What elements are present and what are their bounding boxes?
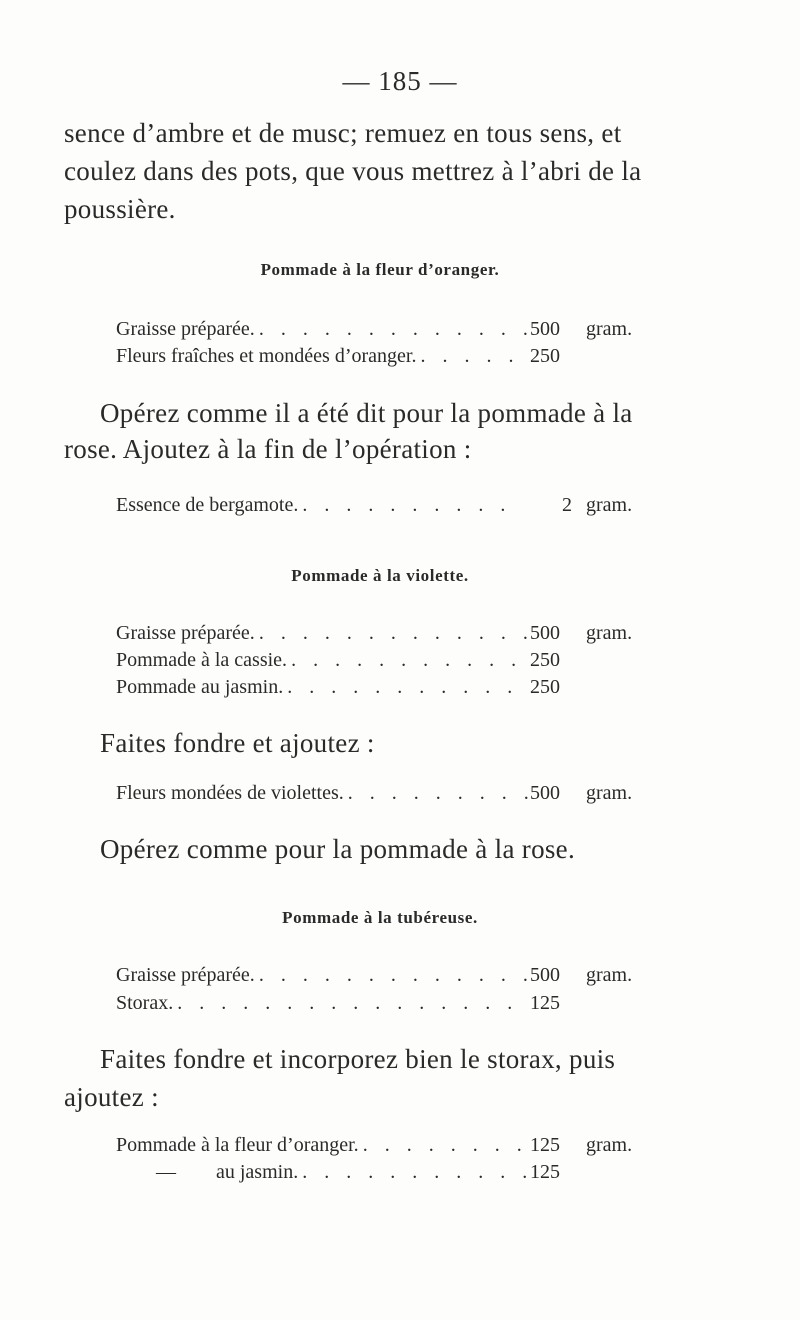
leader-dots <box>255 622 530 645</box>
ingredient-row <box>116 345 656 368</box>
ingredient-row <box>116 1134 656 1157</box>
ingredient-name: Fleurs mondées de violettes. <box>116 782 344 804</box>
instruction-line: Faites fondre et ajoutez : <box>100 728 375 758</box>
instruction-line: Faites fondre et incorporez bien le storax, puis <box>100 1044 616 1074</box>
section-heading: Pommade à la tubéreuse. <box>282 908 478 927</box>
leader-dots <box>298 494 522 517</box>
ingredient-unit: gram. <box>586 1134 633 1156</box>
ingredient-name-text: au jasmin. <box>216 1161 299 1183</box>
leader-dots <box>416 345 530 368</box>
ingredient-row <box>116 622 656 645</box>
intro-line: sence d’ambre et de musc; remuez en tous sens, et <box>64 118 622 148</box>
ingredient-name: Fleurs fraîches et mondées d’oranger. <box>116 345 417 367</box>
ingredient-qty: 500 <box>530 622 560 644</box>
ingredient-row <box>116 676 656 699</box>
instruction-line: Opérez comme il a été dit pour la pommade à la <box>100 398 633 428</box>
ingredient-unit: gram. <box>586 622 633 644</box>
ingredient-name: Pommade au jasmin. <box>116 676 284 698</box>
intro-line: poussière. <box>64 194 176 224</box>
ingredient-qty: 125 <box>530 992 560 1014</box>
leader-dots <box>255 964 530 987</box>
ingredient-qty: 250 <box>530 649 560 671</box>
leader-dots <box>359 1134 530 1157</box>
leader-dots <box>287 649 530 672</box>
ingredient-row <box>116 1161 656 1184</box>
instruction-line: ajoutez : <box>64 1082 159 1112</box>
instruction-line: Opérez comme pour la pommade à la rose. <box>100 834 576 864</box>
ingredient-qty: 500 <box>530 782 560 804</box>
ingredient-unit: gram. <box>586 964 633 986</box>
ingredient-name: Pommade à la fleur d’oranger. <box>116 1134 359 1156</box>
ingredient-qty: 500 <box>530 318 560 340</box>
ingredient-qty: 2 <box>562 494 572 516</box>
section-heading: Pommade à la violette. <box>291 566 469 585</box>
instruction-line: rose. Ajoutez à la fin de l’opération : <box>64 434 472 464</box>
ingredient-row <box>116 649 656 672</box>
ingredient-name: Graisse préparée. <box>116 318 255 340</box>
ingredient-name: Essence de bergamote. <box>116 494 299 516</box>
leader-dots <box>298 1161 530 1184</box>
ingredient-unit: gram. <box>586 494 633 516</box>
ingredient-qty: 250 <box>530 345 560 367</box>
leader-dots <box>255 318 530 341</box>
ingredient-name: Graisse préparée. <box>116 964 255 986</box>
ingredient-qty: 125 <box>530 1134 560 1156</box>
leader-dots <box>173 992 530 1015</box>
section-heading: Pommade à la fleur d’oranger. <box>260 260 500 279</box>
intro-line: coulez dans des pots, que vous mettrez à l’abri de la <box>64 156 642 186</box>
ingredient-name: Pommade à la cassie. <box>116 649 288 671</box>
ingredient-qty: 250 <box>530 676 560 698</box>
ingredient-row <box>116 494 656 517</box>
ingredient-unit: gram. <box>586 782 633 804</box>
ingredient-unit: gram. <box>586 318 633 340</box>
ingredient-name: Graisse préparée. <box>116 622 255 644</box>
ditto-dash: — <box>156 1161 176 1183</box>
page-number: — 185 — <box>342 66 458 96</box>
leader-dots <box>344 782 530 805</box>
ingredient-qty: 125 <box>530 1161 560 1183</box>
ingredient-name: Storax. <box>116 992 174 1014</box>
ingredient-qty: 500 <box>530 964 560 986</box>
ingredient-row <box>116 782 656 805</box>
ingredient-row <box>116 964 656 987</box>
ingredient-row <box>116 318 656 341</box>
leader-dots <box>283 676 530 699</box>
ingredient-row <box>116 992 656 1015</box>
ingredient-name <box>116 1161 298 1184</box>
